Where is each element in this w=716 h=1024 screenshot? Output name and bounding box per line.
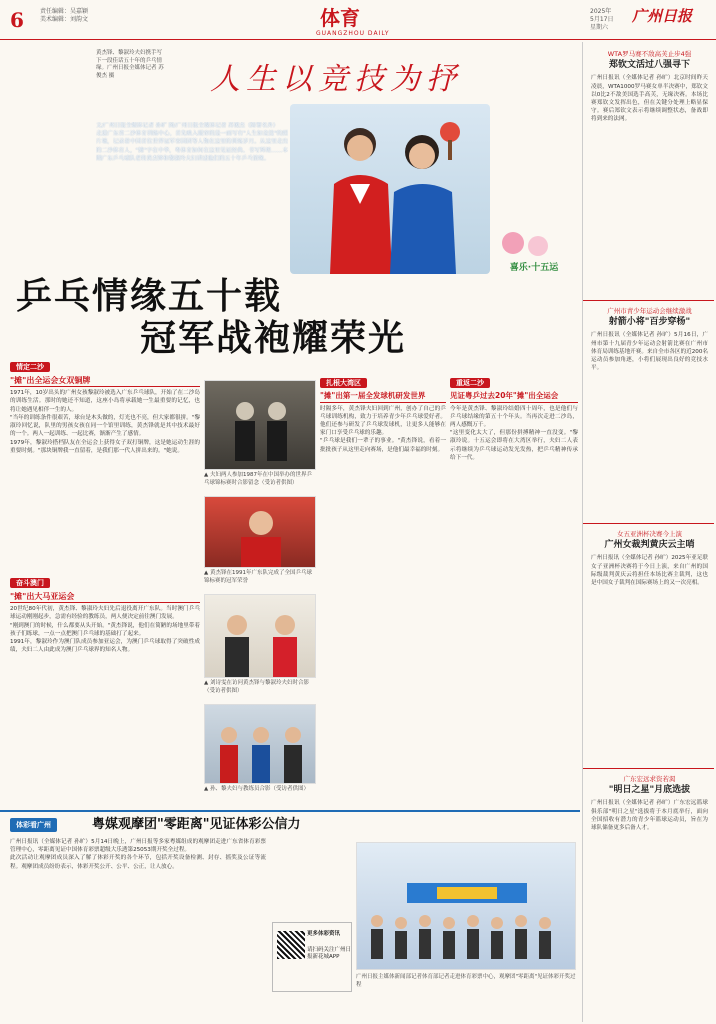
section-subtitle: "摊"出大马亚运会	[10, 591, 200, 604]
news-body: 广州日报讯（全媒体记者 孙旷）5月16日，广州市第十九届青少年运动会射箭比赛在广州市体育局训练基地开赛。来自全市各区的近200名运动员参加角逐，小将们展现出良好的竞技水平。	[591, 332, 708, 372]
news-title: 广州女裁判黄庆云主哨	[604, 540, 695, 551]
section-body: 今年是黄杰锋、黎淑玲结婚四十周年，也是他们与乒乓球结缘的第五十个年头。当再次走进二沙岛，两人感慨万千。 "这里变化太大了，但那份拼搏精神一直没变。"黎淑玲说。十五运会即将在大湾区举行，夫妇二人表示将继续为乒乓球运动发光发热，把乒乓精神传承给下一代。	[450, 405, 578, 461]
section-tag: 情定二沙	[10, 362, 50, 372]
newspaper-logo: 广州日报	[632, 7, 693, 25]
date-line: 星期六	[590, 24, 609, 31]
section-body: 时隔多年，黄杰锋夫妇回到广州，创办了自己的乒乓球训练机构，致力于培养青少年乒乓球爱好者。他们还参与研发了乒乓球发球机，让更多人能够在家门口享受乒乓球的乐趣。 "乒乓球是我们一辈子的事业。"黄杰锋说，看着一批批孩子从这里走向赛场，是他们最幸福的时刻。	[320, 405, 446, 453]
hero-intro: 文/广州日报全媒体记者 孙旷 图/广州日报全媒体记者 苏俊杰（除署名外） 走进广东省二沙体育训练中心，首先映入眼帘的是一面写有"人生如竞技"的照片墙，记录着中国首位世界冠军容国团等人物在这里的训练岁月。从这里走出的二沙体育人，"摊"字在中华，粤体育如何在这里见证经典、书写辉煌……本期广东乒乓球队老将黄杰锋和黎淑玲夫妇讲述他们的五十年乒乓情缘。	[96, 123, 288, 162]
section-body: 20世纪80年代初，黄杰锋、黎淑玲夫妇先后退役离开广东队。当时澳门乒乓球运动刚刚起步，急需有经验的教练员，两人便决定前往澳门发展。 "刚到澳门的时候，什么都要从头开始。"黄杰锋说，他们在简陋的场地里带着孩子们练球，一点一点把澳门乒乓球的基础打了起来。 1991年，黎淑玲作为澳门队成员参加亚运会，为澳门乒乓球取得了突破性成绩，夫妇二人由此成为澳门乒乓球界的知名人物。	[10, 606, 200, 654]
news-body: 广州日报讯（全媒体记者 孙旷）广东宏远篮球俱乐部"明日之星"选拔将于本月底举行，面向全国招收有潜力的青少年篮球运动员，旨在为球队储备更多后备人才。	[591, 800, 708, 832]
section-3	[320, 378, 446, 808]
news-item	[583, 301, 714, 523]
section-subtitle: "摊"出全运会女双铜牌	[10, 375, 200, 388]
masthead	[0, 0, 716, 40]
festival-badge	[488, 232, 578, 282]
section-tag: 重返二沙	[450, 378, 490, 388]
archive-photo-4	[204, 704, 316, 784]
player-portrait	[205, 497, 316, 568]
news-title: 郑钦文活过八强寻下	[608, 60, 690, 71]
couple-illustration	[290, 104, 490, 274]
lottery-news	[0, 810, 580, 1024]
archive-photo-3	[204, 594, 316, 678]
photo-caption: ▲ 孙、黎夫妇与教练员合影（受访者供图）	[204, 786, 309, 792]
section-tag: 扎根大湾区	[320, 378, 367, 388]
mascot-icon	[528, 236, 548, 256]
photo-caption: ▲ 夫妇两人参加1987年在中国举办的世界乒乓球锦标赛时合影留念（受访者供图）	[204, 472, 312, 486]
issue-date	[590, 8, 613, 32]
editor-line: 责任编辑：吴嘉颖	[40, 8, 89, 15]
section-4	[450, 378, 578, 808]
team-photo	[205, 705, 316, 784]
players-silhouette	[205, 381, 316, 470]
date-line: 2025年	[590, 8, 612, 15]
lottery-body: 广州日报讯（全媒体记者 孙旷）5月14日晚上，广州日报等多家粤媒组成的观摩团走进广东省体育彩票管理中心，零距离见证中国体育彩票超级大乐透第25053期开奖全过程。 此次活动让观摩团成员深入了解了体彩开奖的各个环节，包括开奖设备检测、封存、摇奖及公证等流程。观摩团成员纷纷表示，体彩开奖公开、公平、公正，让人放心。	[10, 839, 266, 870]
editor-line: 美术编辑：刘韵文	[40, 16, 89, 23]
section-subtitle: 见证粤乒过去20年"摊"出全运会	[450, 391, 578, 403]
qr-text: 请扫码关注广州日报新花城APP	[307, 947, 352, 960]
headline-line-1: 乒乓情缘五十载	[16, 275, 283, 317]
news-title: "明日之星"月底选拔	[608, 785, 691, 796]
archive-photo-2	[204, 496, 316, 568]
news-item	[583, 769, 714, 1019]
archive-photo-1	[204, 380, 316, 470]
headline-line-2: 冠军战袍耀荣光	[140, 317, 407, 359]
lottery-photo-caption: 广州日报主媒体新闻部记者体育部记者走进体育彩票中心，观摩团"零距离"见证体彩开奖过程	[356, 974, 576, 988]
photo-caption: ▲ 黄杰锋在1991年广东队完成了全国乒乓球锦标赛的冠军荣誉	[204, 570, 312, 584]
news-item	[583, 524, 714, 768]
mascot-icon	[502, 232, 524, 254]
right-news-column	[582, 42, 714, 1022]
group-portrait	[205, 595, 316, 678]
hero-calligraphy: 人生以竞技为抒	[210, 62, 462, 97]
news-item	[583, 42, 714, 300]
page-number: 6	[10, 8, 24, 32]
lottery-headline: 粤媒观摩团"零距离"见证体彩公信力	[92, 817, 301, 832]
photo-caption: ▲ 刘诗雯在访问黄杰锋与黎淑玲夫妇时合影（受访者供图）	[204, 680, 309, 694]
news-subtitle: WTA罗马赛不敌高芙止步4强	[607, 50, 692, 58]
editor-credits	[40, 8, 88, 24]
news-body: 广州日报讯（全媒体记者 孙旷）2025年亚足联女子亚洲杯决赛将于今日上演，来自广州的国际级裁判黄庆云将担任本场比赛主裁判，这也是中国女子裁判在国际赛场上的又一次亮相。	[591, 555, 708, 587]
lottery-group-photo	[356, 842, 576, 970]
section-title: 体育	[320, 6, 360, 30]
date-line: 5月17日	[590, 16, 614, 23]
hero-photo-caption: 黄杰锋、黎淑玲夫妇携手写下一段佳话五十年的乒乓情缘。广州日报全媒体记者 苏俊杰 摄	[96, 50, 164, 79]
qr-code-icon	[277, 931, 305, 959]
badge-label: 喜乐·十五运	[509, 263, 559, 273]
lottery-tag: 体彩看广州	[10, 818, 57, 832]
group-photo-illustration	[357, 843, 576, 970]
section-body: 1971年，10岁出头的广州女孩黎淑玲被选入广东乒乓球队，开始了在二沙岛的训练生活。那时的她还不知道，这座小岛将承载她一生最重要的记忆，也将让她遇见相伴一生的人。 "当年的训练条件很艰苦，球台是木头做的，灯光也不亮，但大家都很拼。"黎淑玲回忆说，队里的男孩女孩在同一个馆里训练，黄杰锋就是其中技术最好的一个。两人一起训练、一起比赛，渐渐产生了感情。 1979年，黎淑玲搭档队友在全运会上获得女子双打铜牌，这是她运动生涯的重要时刻。"那块铜牌我一直留着，是我们那一代人拼出来的。"她说。	[10, 390, 200, 454]
section-title-en: GUANGZHOU DAILY	[316, 30, 390, 37]
section-1	[10, 362, 200, 572]
news-subtitle: 广州市青少年运动会继续激战	[607, 307, 692, 315]
news-title: 射箭小将"百步穿杨"	[608, 317, 691, 328]
news-subtitle: 女五亚洲杯决赛今上演	[617, 530, 682, 538]
qr-text: 更多体彩资讯	[307, 931, 341, 937]
qr-box	[272, 922, 352, 992]
news-body: 广州日报讯（全媒体记者 孙旷）北京时间昨天凌晨，WTA1000罗马赛女单半决赛中，郑钦文以0比2不敌美国选手高芙，无缘决赛。本场比赛郑钦文发挥出色，但在关键分处理上略显保守。赛后郑钦文表示将继续调整状态，备战即将到来的法网。	[591, 75, 708, 123]
news-subtitle: 广东宏远求资若渴	[623, 775, 676, 783]
section-subtitle: "摊"出第一届全发球机研发世界	[320, 391, 446, 403]
hero-photo	[290, 104, 490, 274]
section-tag: 奋斗澳门	[10, 578, 50, 588]
section-2	[10, 578, 200, 806]
